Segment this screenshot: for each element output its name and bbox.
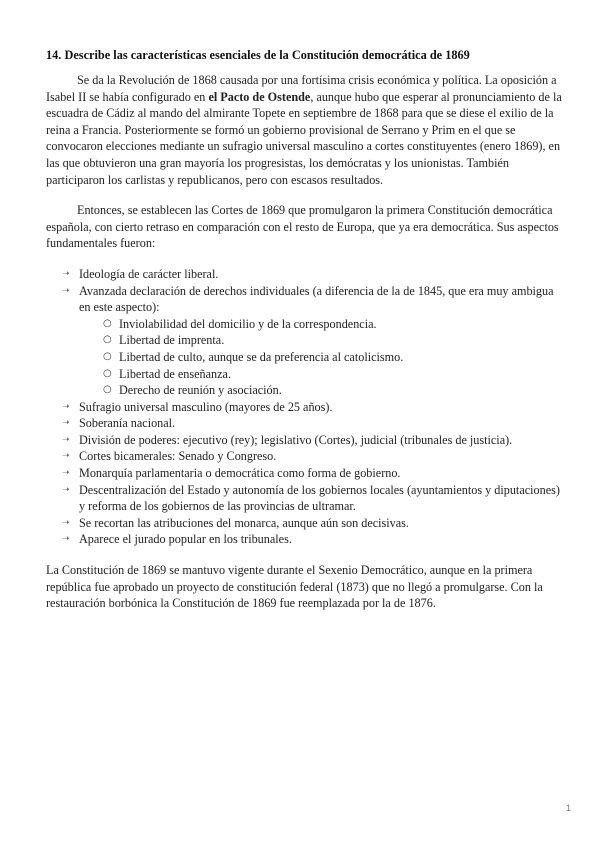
intro-paragraph bbox=[46, 72, 568, 188]
list-item-text: Descentralización del Estado y autonomía de los gobiernos locales (ayuntamientos y diputaciones) y reforma de los gobiernos de las provincias de ultramar. bbox=[79, 482, 560, 514]
sublist-item-text: Inviolabilidad del domicilio y de la correspondencia. bbox=[119, 316, 377, 331]
list-item-text: Se recortan las atribuciones del monarca, aunque aún son decisivas. bbox=[79, 515, 409, 530]
list-item-text: Aparece el jurado popular en los tribunales. bbox=[79, 532, 292, 547]
list-item bbox=[62, 283, 568, 399]
rights-sublist bbox=[79, 316, 568, 399]
page-title: 14. Describe las características esenciales de la Constitución democrática de 1869 bbox=[46, 48, 470, 62]
list-item bbox=[62, 399, 568, 416]
closing-paragraph: La Constitución de 1869 se mantuvo vigente durante el Sexenio Democrático, aunque en la primera república fue aprobado un proyecto de constitución federal (1873) que no llegó a promulgarse. Con la restauración borbónica la Constitución de 1869 fue reemplazada por la de 1876. bbox=[46, 563, 543, 611]
list-item bbox=[62, 531, 568, 548]
list-item-text: Soberanía nacional. bbox=[79, 416, 176, 431]
sublist-item-text: Derecho de reunión y asociación. bbox=[119, 383, 282, 398]
list-item bbox=[62, 448, 568, 465]
sublist-item-text: Libertad de imprenta. bbox=[119, 333, 225, 348]
sublist-item bbox=[103, 366, 568, 383]
document-body bbox=[46, 47, 568, 612]
arrow-bullet-icon: ➝ bbox=[62, 451, 70, 462]
sublist-item-text: Libertad de culto, aunque se da preferencia al catolicismo. bbox=[119, 349, 404, 364]
arrow-bullet-icon: ➝ bbox=[62, 418, 70, 429]
arrow-bullet-icon: ➝ bbox=[62, 401, 70, 412]
pacto-ostende-bold: el Pacto de Ostende bbox=[208, 89, 311, 104]
circle-bullet-icon: ○ bbox=[103, 367, 112, 379]
list-item-text: Avanzada declaración de derechos individuales (a diferencia de la de 1845, que era muy ambigua en este aspecto): bbox=[79, 283, 554, 315]
arrow-bullet-icon: ➝ bbox=[62, 468, 70, 479]
circle-bullet-icon: ○ bbox=[103, 317, 112, 329]
circle-bullet-icon: ○ bbox=[103, 350, 112, 362]
page-number: 1 bbox=[566, 803, 572, 813]
intro-text-1: Se da la Revolución de 1868 causada por una fortísima crisis económica y política. La oposición a Isabel II se había configurado en bbox=[46, 73, 557, 104]
list-item bbox=[62, 415, 568, 432]
list-item bbox=[62, 515, 568, 532]
sublist-item-text: Libertad de enseñanza. bbox=[119, 366, 231, 381]
arrow-bullet-icon: ➝ bbox=[62, 285, 70, 296]
list-item-text: Monarquía parlamentaria o democrática como forma de gobierno. bbox=[79, 466, 401, 481]
list-item bbox=[62, 432, 568, 449]
arrow-bullet-icon: ➝ bbox=[62, 534, 70, 545]
arrow-bullet-icon: ➝ bbox=[62, 434, 70, 445]
circle-bullet-icon: ○ bbox=[103, 384, 112, 396]
list-item bbox=[62, 266, 568, 283]
circle-bullet-icon: ○ bbox=[103, 334, 112, 346]
cortes-paragraph: Entonces, se establecen las Cortes de 1869 que promulgaron la primera Constitución democrática española, con cierto retraso en comparación con el resto de Europa, que ya era democrática. Sus aspectos fundamentales fueron: bbox=[46, 203, 559, 251]
sublist-item bbox=[103, 349, 568, 366]
arrow-bullet-icon: ➝ bbox=[62, 268, 70, 279]
arrow-bullet-icon: ➝ bbox=[62, 517, 70, 528]
list-item-text: Sufragio universal masculino (mayores de 25 años). bbox=[79, 399, 333, 414]
intro-text-2: , aunque hubo que esperar al pronunciamiento de la escuadra de Cádiz al mando del almirante Topete en septiembre de 1868 para que se diese el exilio de la reina a Francia. Posteriormente se formó un gobierno provisional de Serrano y Prim en el que se convocaron elecciones mediante un sufragio universal masculino a cortes constituyentes (enero 1869), en las que obtuvieron una gran mayoría los progresistas, los demócratas y los unionistas. También participaron los carlistas y republicanos, pero con escasos resultados. bbox=[46, 89, 562, 187]
list-item-text: Cortes bicamerales: Senado y Congreso. bbox=[79, 449, 277, 464]
list-item-text: División de poderes: ejecutivo (rey); legislativo (Cortes), judicial (tribunales de justicia). bbox=[79, 432, 513, 447]
sublist-item bbox=[103, 382, 568, 399]
list-item-text: Ideología de carácter liberal. bbox=[79, 266, 219, 281]
arrow-bullet-icon: ➝ bbox=[62, 484, 70, 495]
sublist-item bbox=[103, 332, 568, 349]
sublist-item bbox=[103, 316, 568, 333]
list-item bbox=[62, 465, 568, 482]
features-list bbox=[46, 266, 568, 548]
list-item bbox=[62, 482, 568, 515]
